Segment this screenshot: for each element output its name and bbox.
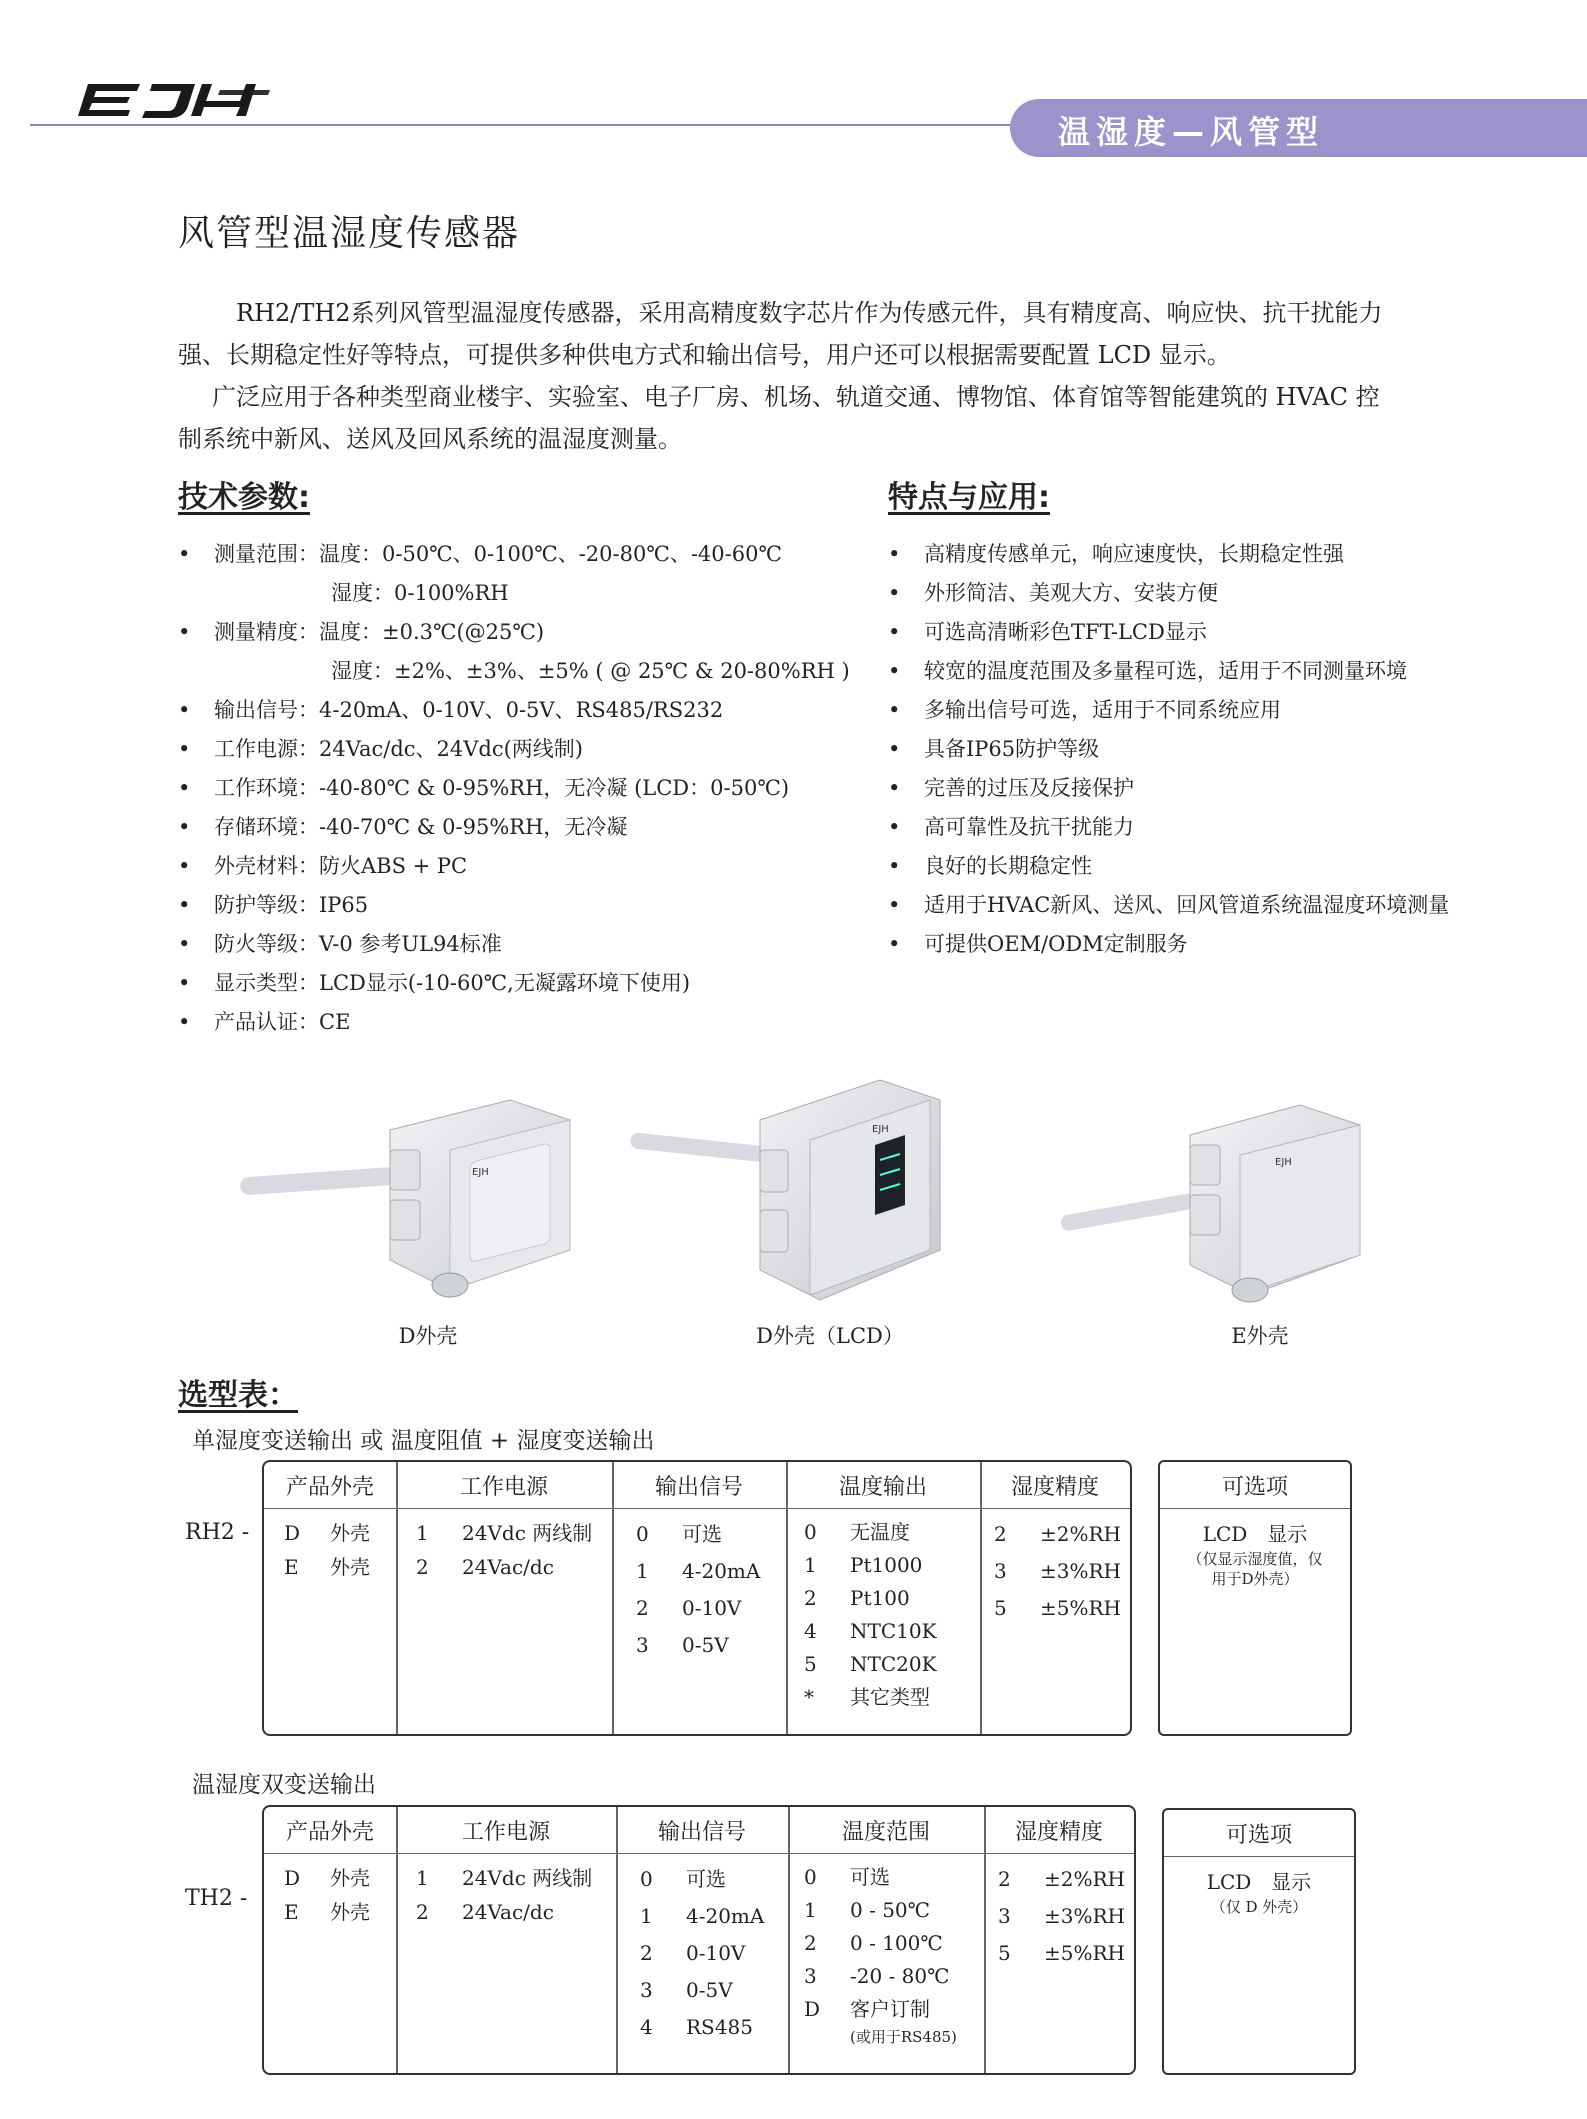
list-item: • 工作电源：24Vac/dc、24Vdc(两线制)	[178, 737, 583, 761]
column-values: 1 24Vdc 两线制 2 24Vac/dc	[416, 1521, 593, 1579]
intro-line: 广泛应用于各种类型商业楼宇、实验室、电子厂房、机场、轨道交通、博物馆、体育馆等智能建筑的 HVAC 控	[212, 383, 1380, 411]
column-divider	[786, 1462, 788, 1734]
list-item: • 适用于HVAC新风、送风、回风管道系统温湿度环境测量	[888, 893, 1450, 917]
list-item: • 良好的长期稳定性	[888, 854, 1092, 878]
list-item: • 高精度传感单元，响应速度快，长期稳定性强	[888, 542, 1344, 566]
list-item: • 产品认证：CE	[178, 1010, 351, 1034]
list-item: • 外形简洁、美观大方、安装方便	[888, 581, 1218, 605]
product-image-d-housing-lcd	[630, 1070, 970, 1310]
column-header: 温度输出	[838, 1475, 927, 1500]
header-divider	[264, 1853, 1134, 1854]
list-item: • 多输出信号可选，适用于不同系统应用	[888, 698, 1281, 722]
table1	[262, 1460, 1132, 1736]
column-values: 0 可选 1 4-20mA 2 0-10V 3 0-5V 4 RS485	[640, 1867, 765, 2039]
table1-prefix: RH2 -	[185, 1520, 250, 1545]
list-item: • 防火等级：V-0 参考UL94标准	[178, 932, 502, 956]
list-item: • 显示类型：LCD显示(-10-60℃,无凝露环境下使用)	[178, 971, 691, 995]
column-header: 湿度精度	[1010, 1475, 1099, 1500]
list-item: 湿度：0-100%RH	[331, 581, 509, 605]
list-item: • 存储环境：-40-70℃ & 0-95%RH，无冷凝	[178, 815, 628, 839]
product-caption: D外壳	[398, 1324, 458, 1348]
options-lcd: LCD 显示	[1206, 1870, 1312, 1894]
svg-text:EJH: EJH	[872, 1124, 889, 1135]
list-item: • 测量范围：温度：0-50℃、0-100℃、-20-80℃、-40-60℃	[178, 542, 782, 566]
options-header: 可选项	[1225, 1823, 1292, 1848]
category-tab-label: 温湿度—风管型	[1058, 113, 1325, 151]
column-header: 产品外壳	[285, 1475, 374, 1500]
intro-line: 制系统中新风、送风及回风系统的温湿度测量。	[178, 425, 682, 453]
table2-title: 温湿度双变送输出	[192, 1772, 376, 1798]
list-item: • 可提供OEM/ODM定制服务	[888, 932, 1188, 956]
specs-list	[178, 535, 850, 1042]
header-divider	[264, 1508, 1130, 1509]
column-values: 0 可选 1 4-20mA 2 0-10V 3 0-5V	[636, 1522, 761, 1657]
column-divider	[980, 1462, 982, 1734]
column-values: 0 无温度 1 Pt1000 2 Pt100 4 NTC10K 5 NTC20K * 其它类型	[804, 1520, 937, 1709]
column-values: 1 24Vdc 两线制 2 24Vac/dc	[416, 1866, 593, 1924]
intro-paragraph-1	[178, 292, 1423, 460]
list-item: • 完善的过压及反接保护	[888, 776, 1134, 800]
specs-heading: 技术参数:	[178, 480, 310, 515]
intro-line: RH2/TH2系列风管型温湿度传感器，采用高精度数字芯片作为传感元件，具有精度高、响应快、抗干扰能力	[236, 299, 1383, 327]
column-header: 输出信号	[657, 1820, 746, 1845]
column-values: 0 可选 1 0 - 50℃ 2 0 - 100℃ 3 -20 - 80℃ D 客户订制 (或用于RS485)	[804, 1865, 957, 2046]
column-divider	[616, 1807, 618, 2073]
options-header: 可选项	[1221, 1475, 1288, 1500]
column-divider	[984, 1807, 986, 2073]
header-divider	[1160, 1508, 1350, 1509]
table2	[262, 1805, 1136, 2075]
list-item: • 防护等级：IP65	[178, 893, 369, 917]
column-header: 工作电源	[461, 1820, 550, 1845]
column-divider	[396, 1462, 398, 1734]
column-values: D 外壳 E 外壳	[284, 1521, 370, 1579]
selection-heading: 选型表：	[178, 1378, 298, 1413]
list-item: • 高可靠性及抗干扰能力	[888, 815, 1134, 839]
product-image-d-housing	[240, 1080, 600, 1310]
column-values: 2 ±2%RH 3 ±3%RH 5 ±5%RH	[998, 1867, 1125, 1965]
product-caption: E外壳	[1231, 1324, 1289, 1348]
column-header: 产品外壳	[285, 1820, 374, 1845]
brand-logo	[70, 76, 280, 128]
features-heading: 特点与应用:	[888, 480, 1050, 515]
list-item: • 具备IP65防护等级	[888, 737, 1100, 761]
list-item: • 工作环境：-40-80℃ & 0-95%RH，无冷凝 (LCD：0-50℃)	[178, 776, 790, 800]
table2-prefix: TH2 -	[185, 1886, 248, 1911]
page-title: 风管型温湿度传感器	[178, 213, 521, 254]
column-values: D 外壳 E 外壳	[284, 1866, 370, 1924]
list-item: • 输出信号：4-20mA、0-10V、0-5V、RS485/RS232	[178, 698, 724, 722]
table1-options	[1158, 1460, 1352, 1736]
table1-title: 单湿度变送输出 或 温度阻值 + 湿度变送输出	[192, 1428, 655, 1454]
options-note: （仅显示湿度值，仅	[1187, 1550, 1323, 1568]
column-divider	[612, 1462, 614, 1734]
product-caption: D外壳（LCD）	[756, 1324, 904, 1348]
list-item: • 可选高清晰彩色TFT-LCD显示	[888, 620, 1207, 644]
options-lcd: LCD 显示	[1202, 1522, 1308, 1546]
list-item: • 较宽的温度范围及多量程可选，适用于不同测量环境	[888, 659, 1407, 683]
category-tab	[1010, 99, 1587, 157]
column-divider	[396, 1807, 398, 2073]
column-header: 温度范围	[841, 1820, 930, 1845]
column-values: 2 ±2%RH 3 ±3%RH 5 ±5%RH	[994, 1522, 1121, 1620]
svg-text:EJH: EJH	[1275, 1157, 1292, 1168]
column-header: 湿度精度	[1014, 1820, 1103, 1845]
list-item: • 外壳材料：防火ABS + PC	[178, 854, 468, 878]
options-note: （仅 D 外壳）	[1210, 1898, 1308, 1916]
header-divider	[1164, 1856, 1354, 1857]
column-divider	[788, 1807, 790, 2073]
options-note: 用于D外壳）	[1211, 1570, 1299, 1588]
svg-text:EJH: EJH	[472, 1167, 489, 1178]
list-item: 湿度：±2%、±3%、±5% ( @ 25℃ & 20-80%RH )	[331, 659, 850, 683]
column-header: 输出信号	[654, 1475, 743, 1500]
intro-line: 强、长期稳定性好等特点，可提供多种供电方式和输出信号，用户还可以根据需要配置 LCD 显示。	[178, 341, 1231, 369]
features-list	[888, 535, 1449, 964]
product-image-e-housing	[1060, 1095, 1390, 1320]
table2-options	[1162, 1808, 1356, 2075]
column-header: 工作电源	[459, 1475, 548, 1500]
list-item: • 测量精度：温度：±0.3℃(@25℃)	[178, 620, 545, 644]
